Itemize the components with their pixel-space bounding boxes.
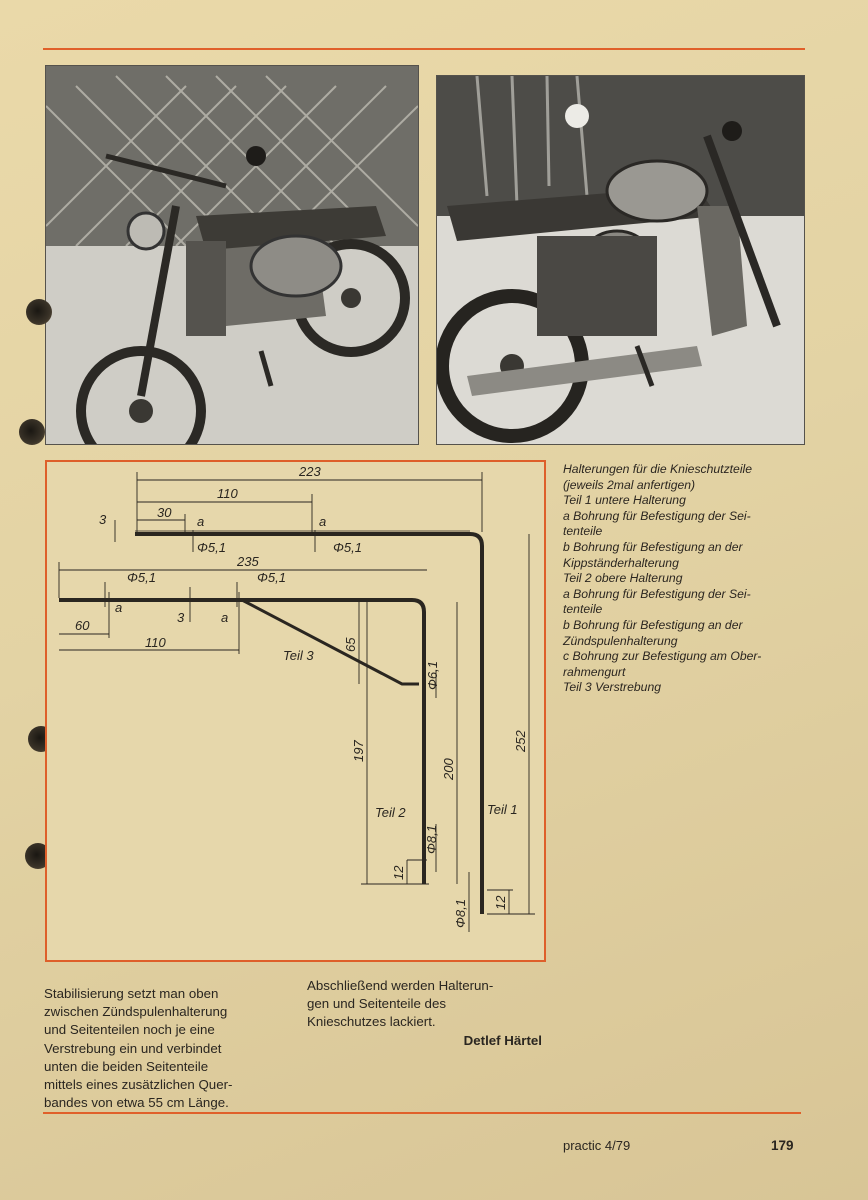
technical-drawing	[47, 462, 544, 960]
body-line: zwischen Zündspulenhalterung	[44, 1004, 228, 1020]
caption-line: b Bohrung für Befestigung an der	[563, 539, 743, 554]
caption-line: Kippständerhalterung	[563, 555, 679, 570]
footer-source: practic 4/79	[563, 1138, 631, 1153]
caption-line: Teil 3 Verstrebung	[563, 680, 662, 695]
body-line: gen und Seitenteile des	[307, 996, 446, 1012]
body-line: Verstrebung ein und verbindet	[44, 1040, 222, 1056]
motorcycle-right-illustration	[437, 76, 804, 444]
caption-line: b Bohrung für Befestigung an der	[563, 617, 743, 632]
body-line: und Seitenteilen noch je eine	[44, 1022, 215, 1038]
dim-197: 197	[351, 740, 366, 762]
figure-caption	[563, 462, 803, 696]
caption-line: tenteile	[563, 602, 603, 617]
label-a-2: a	[319, 514, 327, 529]
dim-200: 200	[441, 758, 456, 780]
label-a-4: a	[221, 610, 229, 625]
dim-12-a: 12	[391, 865, 406, 880]
dim-phi51-b: Φ5,1	[333, 540, 362, 555]
dim-110-bottom: 110	[145, 635, 166, 650]
part-2-bracket	[59, 600, 424, 884]
punch-hole	[19, 419, 45, 445]
caption-line: a Bohrung für Befestigung der Sei-	[563, 508, 751, 523]
photo-motorcycle-left	[45, 65, 419, 445]
dim-phi51-c: Φ5,1	[127, 570, 156, 585]
dim-110-top: 110	[217, 486, 238, 501]
dim-3-mid: 3	[177, 610, 185, 625]
body-text-right	[307, 977, 542, 1050]
dim-3-top: 3	[99, 512, 107, 527]
dim-65: 65	[343, 637, 358, 652]
caption-line: Zündspulenhalterung	[563, 633, 678, 648]
body-text-left	[44, 985, 232, 1112]
technical-drawing-frame	[45, 460, 546, 962]
dim-235: 235	[237, 554, 259, 569]
part-1-bracket	[135, 534, 482, 914]
caption-line: rahmengurt	[563, 664, 626, 679]
bottom-rule	[43, 1112, 801, 1114]
body-line: Abschließend werden Halterun-	[307, 978, 494, 993]
dim-30: 30	[157, 505, 172, 520]
caption-line: a Bohrung für Befestigung der Sei-	[563, 586, 751, 601]
dim-12-b: 12	[493, 895, 508, 910]
dim-phi61: Φ6,1	[425, 661, 440, 690]
caption-line: Teil 1 untere Halterung	[563, 493, 686, 508]
author-name: Detlef Härtel	[463, 1032, 542, 1048]
part-3-strut	[242, 600, 419, 684]
dim-60: 60	[75, 618, 90, 633]
page-number: 179	[771, 1138, 794, 1153]
body-line: Knieschutzes lackiert.	[307, 1014, 436, 1030]
photo-motorcycle-right	[436, 75, 805, 445]
dim-223: 223	[299, 464, 321, 479]
label-teil-2: Teil 2	[375, 805, 406, 820]
motorcycle-left-illustration	[46, 66, 418, 444]
label-a-1: a	[197, 514, 205, 529]
body-line: Stabilisierung setzt man oben	[44, 986, 219, 1001]
body-line: mittels eines zusätzlichen Quer-	[44, 1077, 233, 1093]
dim-phi81-b: Φ8,1	[453, 899, 468, 928]
body-line: bandes von etwa 55 cm Länge.	[44, 1095, 229, 1111]
caption-line: c Bohrung zur Befestigung am Ober-	[563, 649, 762, 664]
caption-line: Halterungen für die Knieschutzteile	[563, 462, 753, 476]
caption-line: (jeweils 2mal anfertigen)	[563, 477, 696, 492]
dim-252: 252	[513, 730, 528, 752]
dim-phi81-a: Φ8,1	[424, 825, 439, 854]
label-a-3: a	[115, 600, 123, 615]
body-line: unten die beiden Seitenteile	[44, 1058, 209, 1074]
top-rule	[43, 48, 805, 50]
caption-line: tenteile	[563, 524, 603, 539]
punch-hole	[26, 299, 52, 325]
caption-line: Teil 2 obere Halterung	[563, 571, 683, 586]
label-teil-3: Teil 3	[283, 648, 314, 663]
dim-phi51-d: Φ5,1	[257, 570, 286, 585]
dim-phi51-a: Φ5,1	[197, 540, 226, 555]
label-teil-1: Teil 1	[487, 802, 518, 817]
